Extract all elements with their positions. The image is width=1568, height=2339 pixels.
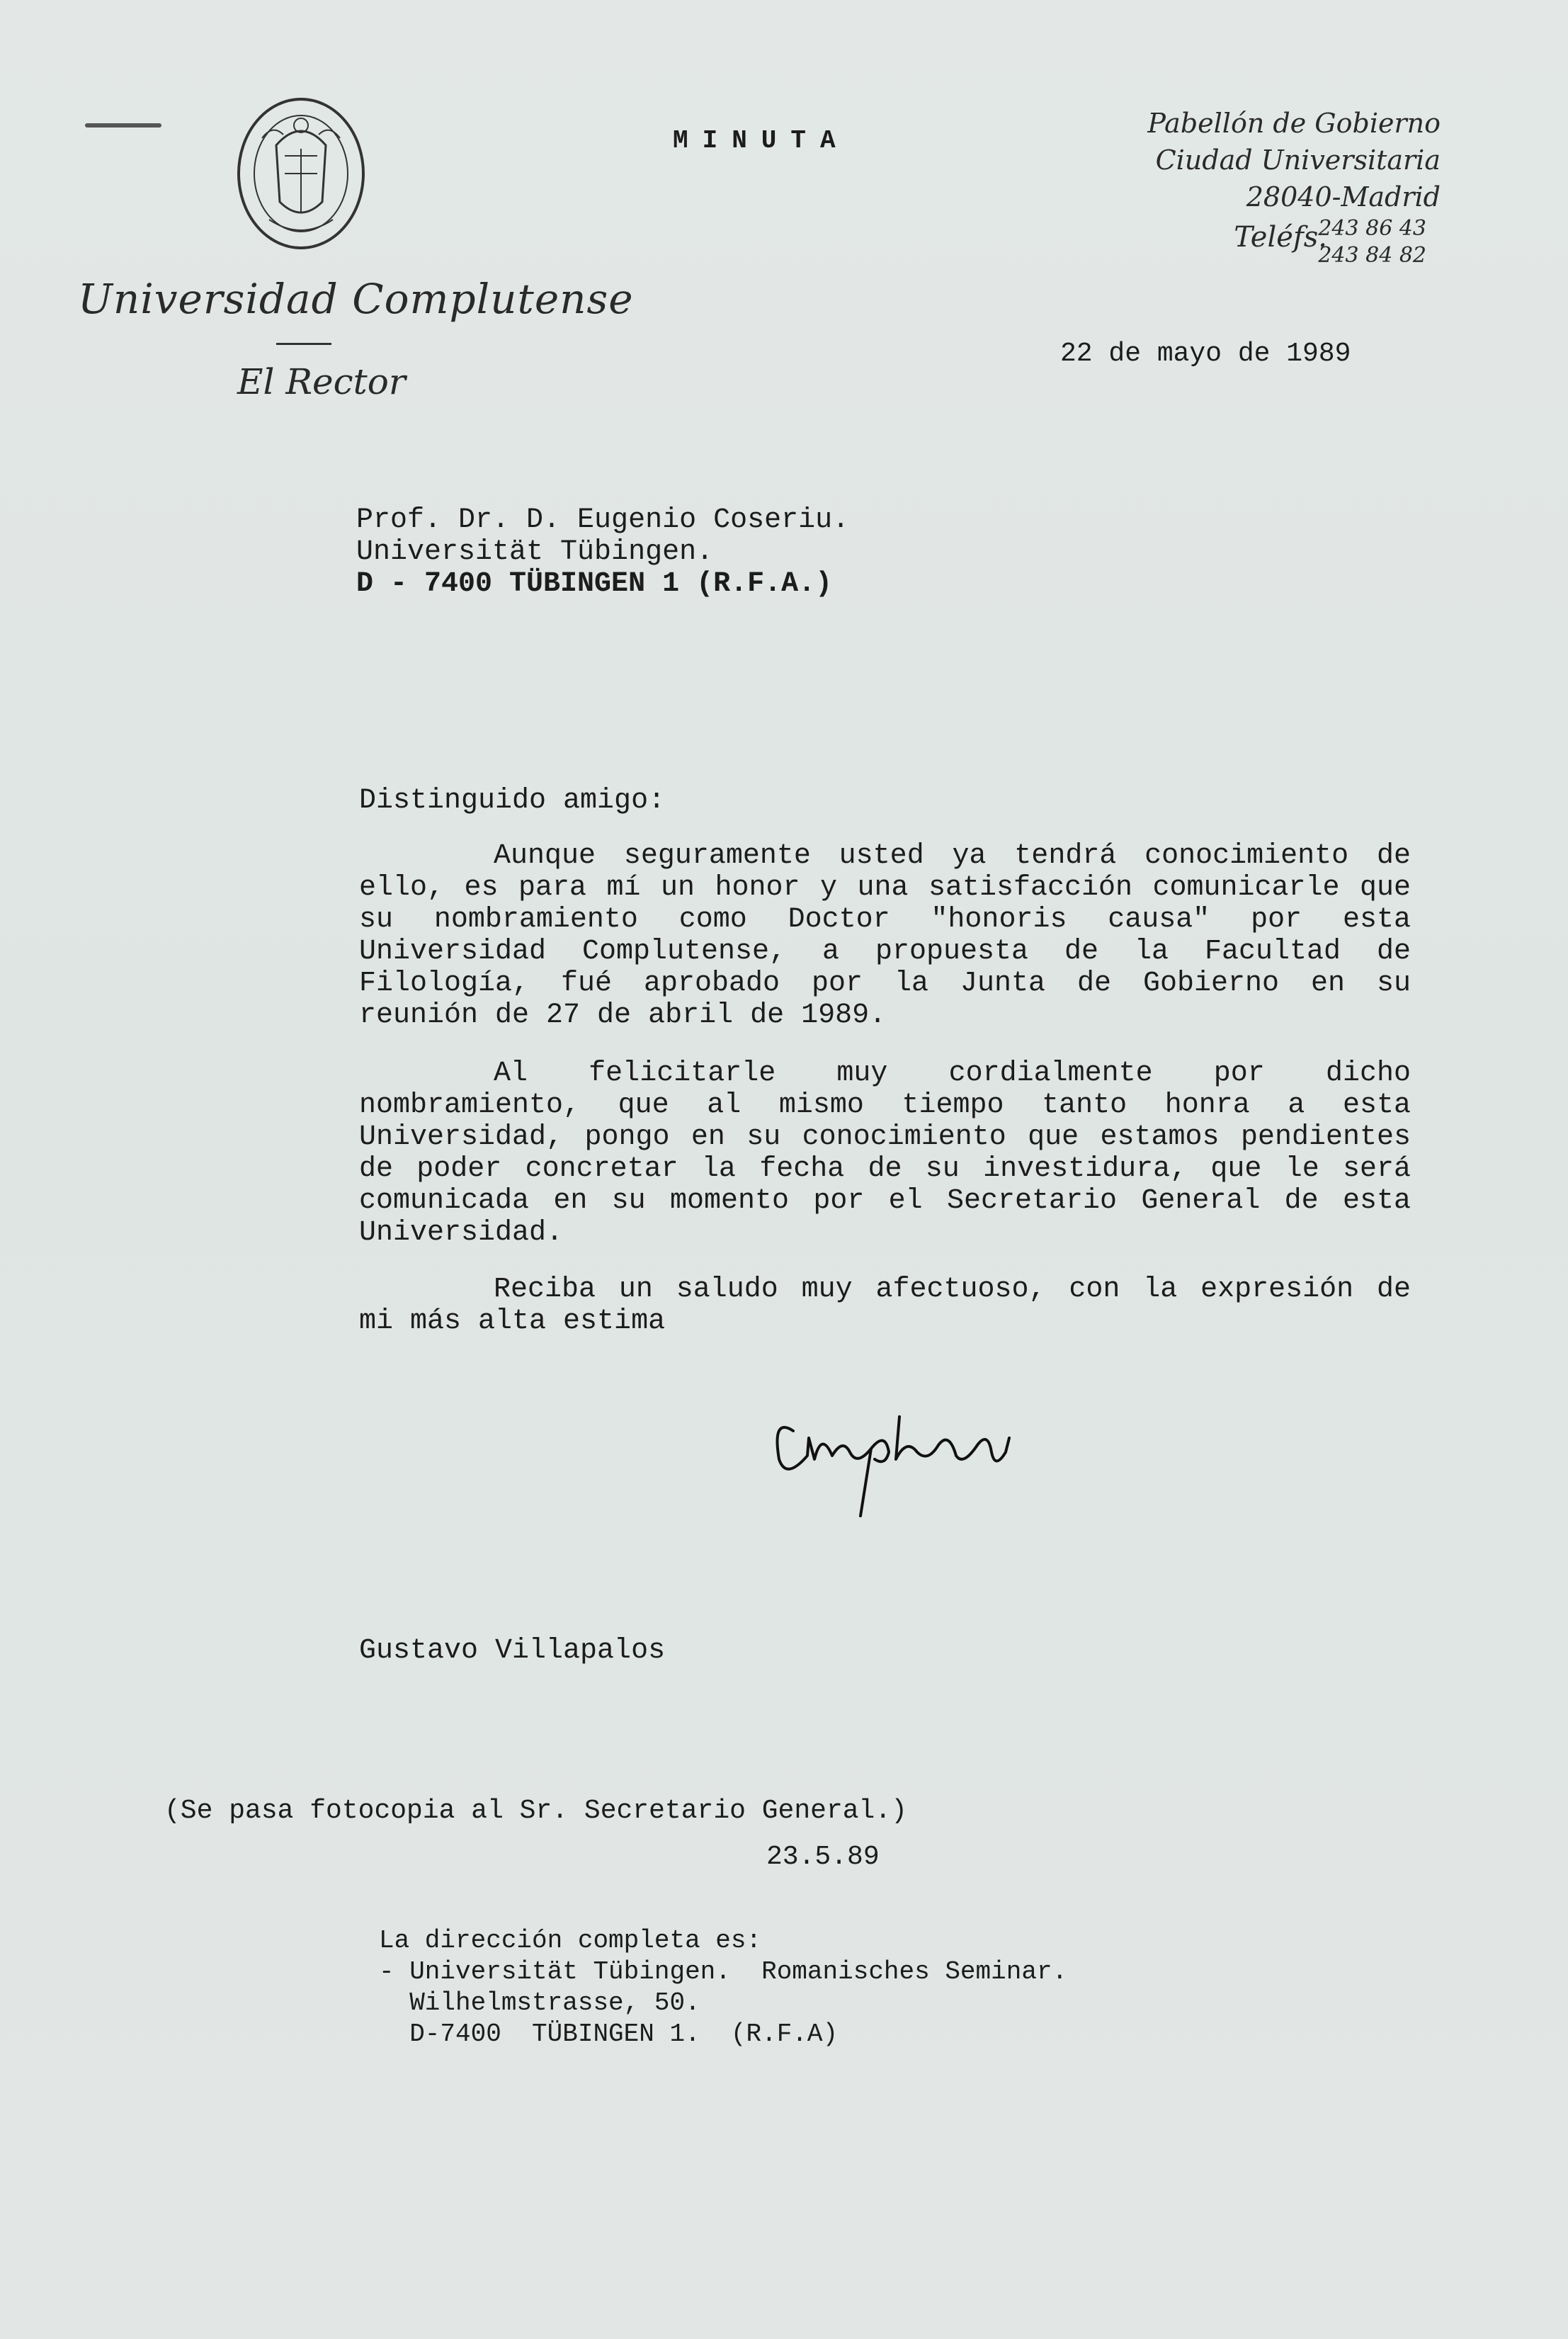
recipient-city: D - 7400 TÜBINGEN 1 (R.F.A.) [356, 568, 833, 600]
document-type: MINUTA [673, 126, 850, 155]
body-paragraph [359, 1274, 1411, 1337]
address-line: Pabellón de Gobierno [1147, 108, 1441, 139]
paragraph-text: Al felicitarle muy cordialmente por dicho nombramiento, que al mismo tiempo tanto honra a esta Universidad, pongo en su conocimiento que estamos pendientes de poder concretar la fecha de su investidura, que le será comunicada en su momento por el Secretario General de esta Universidad. [359, 1058, 1411, 1249]
body-paragraph [359, 1058, 1411, 1249]
divider [276, 343, 331, 345]
recipient-address [356, 504, 849, 600]
university-name: Universidad Complutense [78, 275, 634, 323]
recipient-institution: Universität Tübingen. [356, 536, 714, 568]
telephone-label: Teléfs. [1234, 221, 1327, 254]
office-title: El Rector [237, 361, 406, 402]
paragraph-text: Aunque seguramente usted ya tendrá conocimiento de ello, es para mí un honor y una satisfacción comunicarle que su nombramiento como Doctor "honoris causa" por esta Universidad Complutense, a propuesta de la Facultad de Filología, fué aprobado por la Junta de Gobierno en su reunión de 27 de abril de 1989. [359, 840, 1411, 1031]
telephone [1147, 215, 1441, 272]
signer-name: Gustavo Villapalos [359, 1635, 666, 1667]
salutation: Distinguido amigo: [359, 785, 666, 817]
full-address-intro: La dirección completa es: [379, 1926, 762, 1955]
telephone-number: 243 86 43 [1318, 216, 1426, 241]
full-address-note [379, 1925, 1067, 2050]
copy-note: (Se pasa fotocopia al Sr. Secretario General.) [164, 1796, 907, 1826]
full-address-line: Wilhelmstrasse, 50. [379, 1988, 700, 2017]
telephone-numbers [1318, 215, 1426, 269]
sender-address [1147, 105, 1441, 272]
full-address-line: D-7400 TÜBINGEN 1. (R.F.A) [379, 2020, 839, 2049]
paragraph-text: Reciba un saludo muy afectuoso, con la expresión de mi más alta estima [359, 1274, 1411, 1337]
letter-date: 22 de mayo de 1989 [1060, 339, 1351, 369]
handwritten-signature [765, 1388, 1105, 1523]
address-line: 28040-Madrid [1246, 181, 1441, 213]
address-line: Ciudad Universitaria [1155, 145, 1441, 176]
full-address-line: - Universität Tübingen. Romanisches Seminar. [379, 1957, 1068, 1986]
body-paragraph [359, 840, 1411, 1031]
university-crest-icon [234, 96, 368, 251]
telephone-number: 243 84 82 [1318, 243, 1426, 268]
copy-date: 23.5.89 [766, 1842, 880, 1872]
recipient-name: Prof. Dr. D. Eugenio Coseriu. [356, 504, 850, 536]
punch-mark [85, 123, 161, 128]
